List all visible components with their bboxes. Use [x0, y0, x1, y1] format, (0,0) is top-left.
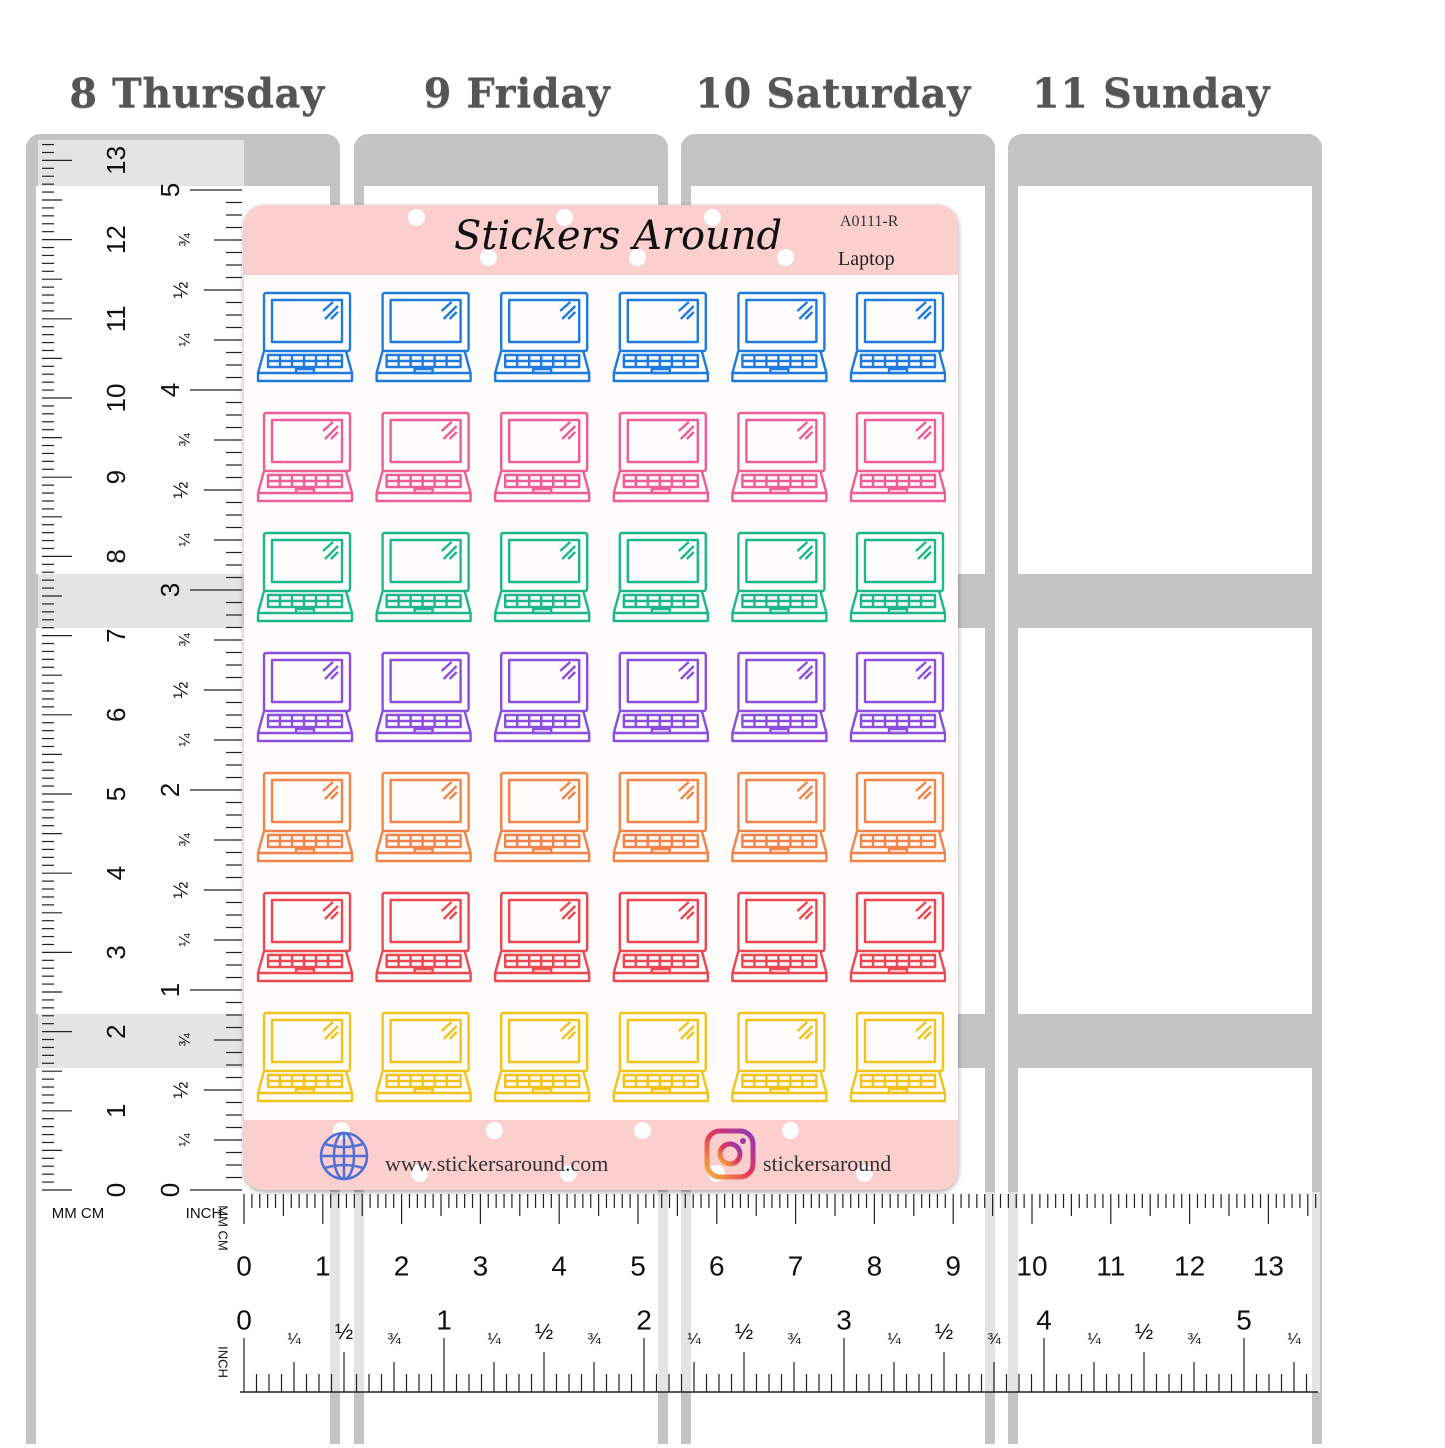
- laptop-icon: [377, 533, 471, 621]
- ruler-cm-label: 5: [100, 786, 131, 802]
- laptop-icon: [851, 653, 945, 741]
- ruler-fraction-label: ¼: [687, 1331, 701, 1349]
- laptop-icon: [377, 773, 471, 861]
- ruler-cm-label: 3: [100, 945, 131, 960]
- ruler-fraction-label: ½: [170, 481, 193, 499]
- decor-dot: [634, 1122, 651, 1139]
- day-header-thursday: 8 Thursday: [69, 70, 325, 117]
- instagram-handle[interactable]: stickersaround: [763, 1151, 892, 1176]
- ruler-cm-label: 5: [630, 1250, 646, 1282]
- ruler-fraction-label: ¾: [177, 433, 195, 447]
- ruler-cm-label: 0: [100, 1182, 131, 1198]
- ruler-cm-label: 6: [100, 707, 131, 723]
- ruler-cm-label: 4: [551, 1250, 567, 1282]
- ruler-inch-label: 3: [154, 582, 185, 598]
- laptop-icon: [258, 653, 352, 741]
- ruler-inch-label: 2: [636, 1304, 652, 1336]
- laptop-icon: [614, 653, 708, 741]
- ruler-cm-label: 8: [100, 549, 131, 564]
- laptop-icon: [495, 773, 589, 861]
- laptop-sticker-grid: [256, 291, 946, 1111]
- ruler-cm-label: 2: [393, 1250, 410, 1282]
- ruler-inch-label: 4: [154, 382, 185, 398]
- sheet-footer: [244, 1120, 958, 1190]
- laptop-icon: [377, 1013, 471, 1101]
- ruler-fraction-label: ¾: [987, 1331, 1001, 1349]
- ruler-fraction-label: ¼: [177, 333, 195, 347]
- ruler-cm-label: 9: [100, 469, 131, 485]
- sheet-header: [244, 205, 958, 275]
- decor-dot: [408, 209, 425, 226]
- laptop-icon: [258, 1013, 352, 1101]
- ruler-fraction-label: ½: [934, 1318, 954, 1344]
- day-header-friday: 9 Friday: [423, 70, 611, 117]
- ruler-cm-label: 10: [1016, 1250, 1048, 1282]
- laptop-icon: [377, 413, 471, 501]
- ruler-fraction-label: ¼: [287, 1331, 301, 1349]
- ruler-fraction-label: ¼: [177, 1133, 195, 1147]
- ruler-cm-label: 3: [472, 1250, 489, 1282]
- laptop-icon: [258, 413, 352, 501]
- decor-dot: [782, 1122, 799, 1139]
- website-link[interactable]: www.stickersaround.com: [385, 1151, 609, 1176]
- laptop-icon: [614, 893, 708, 981]
- ruler-cm-label: 2: [100, 1024, 131, 1039]
- ruler-fraction-label: ½: [170, 281, 193, 299]
- ruler-fraction-label: ¼: [177, 533, 195, 547]
- ruler-inch-label: 5: [1236, 1304, 1252, 1336]
- ruler-inch-label: 1: [154, 982, 185, 998]
- laptop-icon: [258, 893, 352, 981]
- day-header-saturday: 10 Saturday: [695, 70, 971, 117]
- ruler-fraction-label: ¾: [787, 1331, 801, 1349]
- ruler-cm-label: 4: [100, 865, 131, 881]
- laptop-icon: [377, 293, 471, 381]
- ruler-inch-label: 2: [154, 782, 185, 798]
- laptop-icon: [495, 1013, 589, 1101]
- ruler-cm-label: 11: [1096, 1250, 1126, 1282]
- ruler-cm-label: 8: [866, 1250, 883, 1282]
- laptop-icon: [851, 533, 945, 621]
- ruler-cm-label: 7: [100, 628, 131, 643]
- ruler-inch-label: 4: [1036, 1304, 1052, 1336]
- brand-title: Stickers Around: [454, 213, 783, 259]
- ruler-fraction-label: ¼: [1287, 1331, 1301, 1349]
- decor-dot: [486, 1122, 503, 1139]
- ruler-fraction-label: ¾: [387, 1331, 401, 1349]
- ruler-cm-label: 11: [100, 305, 131, 333]
- laptop-icon: [495, 893, 589, 981]
- ruler-cm-label: 1: [315, 1250, 331, 1282]
- ruler-inch-label: 0: [154, 1182, 185, 1198]
- ruler-cm-label: 7: [787, 1250, 804, 1282]
- ruler-inch-label: 0: [236, 1304, 252, 1336]
- ruler-fraction-label: ¾: [587, 1331, 601, 1349]
- laptop-icon: [732, 413, 826, 501]
- ruler-unit-label: INCH: [215, 1346, 231, 1378]
- ruler-inch-label: 5: [154, 182, 185, 198]
- ruler-cm-label: 1: [100, 1103, 131, 1119]
- ruler-fraction-label: ¼: [177, 933, 195, 947]
- ruler-cm-label: 10: [100, 383, 131, 413]
- ruler-inch-label: 1: [436, 1304, 452, 1336]
- globe-icon: [318, 1130, 370, 1182]
- ruler-cm-label: 13: [1252, 1250, 1284, 1282]
- laptop-icon: [614, 1013, 708, 1101]
- ruler-unit-label: INCH: [185, 1204, 223, 1222]
- laptop-icon: [377, 893, 471, 981]
- ruler-fraction-label: ¾: [177, 833, 195, 847]
- laptop-icon: [377, 653, 471, 741]
- ruler-fraction-label: ¾: [177, 233, 195, 247]
- laptop-icon: [258, 293, 352, 381]
- ruler-inch-label: 3: [836, 1304, 852, 1336]
- vertical-ruler: [38, 140, 244, 1198]
- ruler-cm-label: 0: [236, 1250, 252, 1282]
- ruler-fraction-label: ½: [1134, 1318, 1154, 1344]
- laptop-icon: [495, 533, 589, 621]
- ruler-cm-label: 12: [100, 225, 131, 255]
- product-code: A0111-R: [840, 213, 899, 230]
- laptop-icon: [495, 293, 589, 381]
- laptop-icon: [732, 893, 826, 981]
- ruler-fraction-label: ¾: [177, 1033, 195, 1047]
- laptop-icon: [851, 773, 945, 861]
- ruler-fraction-label: ¾: [1187, 1331, 1201, 1349]
- ruler-fraction-label: ½: [334, 1318, 354, 1344]
- ruler-cm-label: 12: [1174, 1250, 1206, 1282]
- ruler-cm-label: 13: [100, 145, 131, 175]
- ruler-fraction-label: ¼: [487, 1331, 501, 1349]
- laptop-icon: [495, 653, 589, 741]
- ruler-cm-label: 6: [709, 1250, 725, 1282]
- ruler-fraction-label: ½: [534, 1318, 554, 1344]
- ruler-unit-label: MM CM: [51, 1204, 105, 1222]
- laptop-icon: [258, 533, 352, 621]
- laptop-icon: [851, 293, 945, 381]
- ruler-fraction-label: ¼: [177, 733, 195, 747]
- product-name: Laptop: [838, 248, 895, 270]
- laptop-icon: [732, 293, 826, 381]
- laptop-icon: [614, 533, 708, 621]
- laptop-icon: [732, 773, 826, 861]
- ruler-fraction-label: ½: [170, 881, 193, 899]
- ruler-fraction-label: ½: [734, 1318, 754, 1344]
- laptop-icon: [614, 773, 708, 861]
- laptop-icon: [495, 413, 589, 501]
- laptop-icon: [732, 653, 826, 741]
- laptop-icon: [851, 1013, 945, 1101]
- ruler-fraction-label: ¾: [177, 633, 195, 647]
- instagram-icon: [704, 1128, 756, 1180]
- day-header-sunday: 11 Sunday: [1031, 70, 1271, 117]
- sticker-sheet: [244, 205, 958, 1190]
- laptop-icon: [258, 773, 352, 861]
- ruler-fraction-label: ½: [170, 1081, 193, 1099]
- laptop-icon: [851, 893, 945, 981]
- ruler-unit-label: MM CM: [215, 1205, 231, 1251]
- laptop-icon: [732, 1013, 826, 1101]
- laptop-icon: [614, 293, 708, 381]
- ruler-fraction-label: ¼: [887, 1331, 901, 1349]
- ruler-fraction-label: ¼: [1087, 1331, 1101, 1349]
- laptop-icon: [732, 533, 826, 621]
- laptop-icon: [851, 413, 945, 501]
- ruler-fraction-label: ½: [170, 681, 193, 699]
- laptop-icon: [614, 413, 708, 501]
- ruler-cm-label: 9: [945, 1250, 961, 1282]
